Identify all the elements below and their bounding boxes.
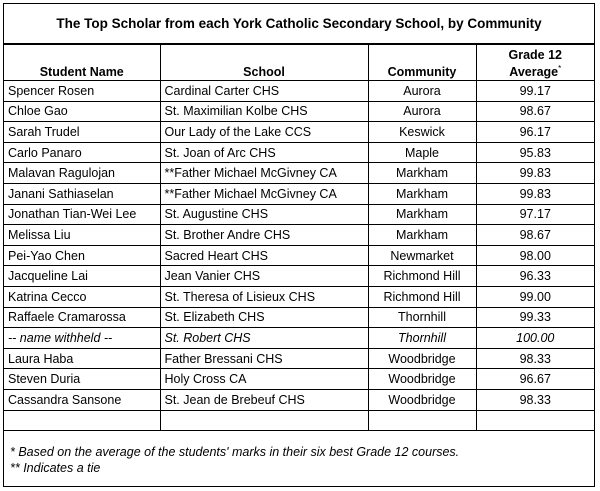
header-avg-footnote-mark: *: [558, 63, 562, 73]
cell-student-name: Jacqueline Lai: [4, 266, 160, 287]
table-body: [4, 81, 594, 431]
cell-average: 98.33: [476, 348, 594, 369]
table-row: [4, 81, 594, 102]
cell-school: St. Jean de Brebeuf CHS: [160, 389, 368, 410]
header-avg-line2: Average: [509, 65, 559, 79]
header-row: [4, 45, 594, 81]
cell-student-name: Jonathan Tian-Wei Lee: [4, 204, 160, 225]
table-row: [4, 389, 594, 410]
header-avg-line1: Grade 12: [508, 47, 562, 62]
footnotes: [10, 444, 459, 476]
empty-cell: [4, 410, 160, 431]
cell-community: Newmarket: [368, 245, 476, 266]
cell-student-name: Melissa Liu: [4, 225, 160, 246]
cell-average: 98.00: [476, 245, 594, 266]
cell-school: St. Joan of Arc CHS: [160, 142, 368, 163]
cell-community: Richmond Hill: [368, 266, 476, 287]
table-row: [4, 266, 594, 287]
cell-school: Sacred Heart CHS: [160, 245, 368, 266]
cell-student-name: Janani Sathiaselan: [4, 183, 160, 204]
cell-school: Our Lady of the Lake CCS: [160, 122, 368, 143]
cell-school: St. Maximilian Kolbe CHS: [160, 101, 368, 122]
cell-student-name: Steven Duria: [4, 369, 160, 390]
footnote-average: * Based on the average of the students' marks in their six best Grade 12 courses.: [10, 445, 460, 459]
cell-community: Aurora: [368, 81, 476, 102]
cell-average: 96.67: [476, 369, 594, 390]
cell-school: Cardinal Carter CHS: [160, 81, 368, 102]
cell-school: St. Elizabeth CHS: [160, 307, 368, 328]
table-row: [4, 286, 594, 307]
cell-average: 99.33: [476, 307, 594, 328]
cell-community: Markham: [368, 225, 476, 246]
table-row: [4, 204, 594, 225]
table-row: [4, 225, 594, 246]
cell-community: Markham: [368, 204, 476, 225]
cell-community: Aurora: [368, 101, 476, 122]
table-title: The Top Scholar from each York Catholic Secondary School, by Community: [4, 4, 594, 44]
cell-student-name: Cassandra Sansone: [4, 389, 160, 410]
cell-community: Thornhill: [368, 328, 476, 349]
cell-average: 99.17: [476, 81, 594, 102]
cell-average: 96.33: [476, 266, 594, 287]
header-student-name: Student Name: [4, 45, 160, 81]
cell-average: 99.83: [476, 163, 594, 184]
cell-school: Holy Cross CA: [160, 369, 368, 390]
scholar-table: [4, 44, 594, 431]
cell-community: Woodbridge: [368, 369, 476, 390]
header-grade-average: [476, 45, 594, 81]
cell-average: 99.00: [476, 286, 594, 307]
cell-student-name: Sarah Trudel: [4, 122, 160, 143]
cell-school: Jean Vanier CHS: [160, 266, 368, 287]
document-frame: [3, 3, 595, 487]
table-row: [4, 142, 594, 163]
footnote-tie: ** Indicates a tie: [10, 461, 101, 475]
cell-average: 98.67: [476, 225, 594, 246]
empty-row: [4, 410, 594, 431]
cell-community: Markham: [368, 183, 476, 204]
cell-school: **Father Michael McGivney CA: [160, 163, 368, 184]
cell-average: 95.83: [476, 142, 594, 163]
cell-average: 99.83: [476, 183, 594, 204]
cell-average: 96.17: [476, 122, 594, 143]
cell-community: Markham: [368, 163, 476, 184]
cell-student-name: -- name withheld --: [4, 328, 160, 349]
cell-student-name: Katrina Cecco: [4, 286, 160, 307]
header-school: School: [160, 45, 368, 81]
cell-school: St. Brother Andre CHS: [160, 225, 368, 246]
cell-student-name: Chloe Gao: [4, 101, 160, 122]
cell-average: 97.17: [476, 204, 594, 225]
cell-community: Woodbridge: [368, 389, 476, 410]
table-row: [4, 245, 594, 266]
empty-cell: [476, 410, 594, 431]
cell-community: Woodbridge: [368, 348, 476, 369]
cell-school: St. Augustine CHS: [160, 204, 368, 225]
cell-school: **Father Michael McGivney CA: [160, 183, 368, 204]
table-row: [4, 307, 594, 328]
cell-student-name: Raffaele Cramarossa: [4, 307, 160, 328]
header-community: Community: [368, 45, 476, 81]
cell-student-name: Carlo Panaro: [4, 142, 160, 163]
table-row: [4, 369, 594, 390]
cell-student-name: Pei-Yao Chen: [4, 245, 160, 266]
cell-community: Maple: [368, 142, 476, 163]
cell-school: St. Robert CHS: [160, 328, 368, 349]
cell-average: 100.00: [476, 328, 594, 349]
table-row: [4, 101, 594, 122]
table-row: [4, 163, 594, 184]
cell-school: Father Bressani CHS: [160, 348, 368, 369]
table-row: [4, 328, 594, 349]
empty-cell: [368, 410, 476, 431]
cell-average: 98.67: [476, 101, 594, 122]
cell-student-name: Malavan Ragulojan: [4, 163, 160, 184]
table-row: [4, 348, 594, 369]
cell-school: St. Theresa of Lisieux CHS: [160, 286, 368, 307]
cell-community: Richmond Hill: [368, 286, 476, 307]
table-row: [4, 183, 594, 204]
cell-community: Thornhill: [368, 307, 476, 328]
table-row: [4, 122, 594, 143]
cell-student-name: Laura Haba: [4, 348, 160, 369]
cell-community: Keswick: [368, 122, 476, 143]
cell-average: 98.33: [476, 389, 594, 410]
cell-student-name: Spencer Rosen: [4, 81, 160, 102]
empty-cell: [160, 410, 368, 431]
